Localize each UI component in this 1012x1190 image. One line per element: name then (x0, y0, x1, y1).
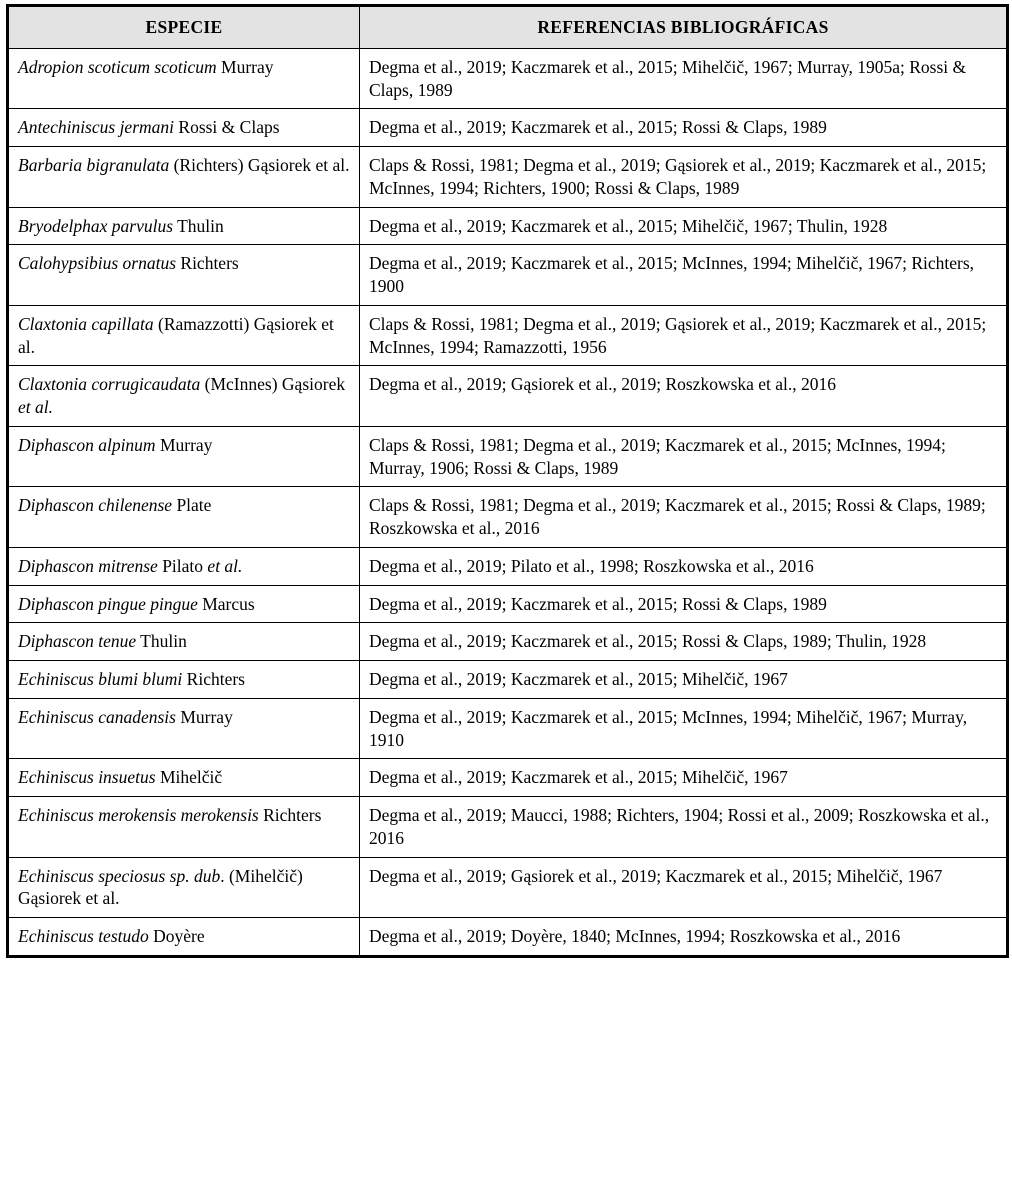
species-authority: Thulin (177, 215, 224, 236)
species-name: Diphascon tenue (18, 631, 137, 652)
references-cell: Degma et al., 2019; Kaczmarek et al., 2015; Mihelčič, 1967 (360, 661, 1008, 699)
references-cell: Degma et al., 2019; Doyère, 1840; McInnes, 1994; Roszkowska et al., 2016 (360, 918, 1008, 957)
references-cell: Degma et al., 2019; Gąsiorek et al., 2019; Roszkowska et al., 2016 (360, 366, 1008, 427)
references-cell: Degma et al., 2019; Kaczmarek et al., 2015; Mihelčič, 1967 (360, 759, 1008, 797)
species-authority: Plate (176, 495, 212, 516)
references-cell: Degma et al., 2019; Kaczmarek et al., 2015; Mihelčič, 1967; Murray, 1905a; Rossi & Claps, 1989 (360, 48, 1008, 109)
species-authority: (Richters) Gąsiorek et al. (173, 155, 350, 175)
species-cell (8, 426, 360, 487)
species-authority: Richters (180, 253, 239, 274)
species-name: Diphascon pingue pingue (18, 593, 198, 614)
species-authority: (Ramazzotti) Gąsiorek et al. (18, 313, 334, 357)
table-header-row (8, 6, 1008, 49)
table-row (8, 245, 1008, 306)
references-cell: Claps & Rossi, 1981; Degma et al., 2019; Gąsiorek et al., 2019; Kaczmarek et al., 2015; McInnes, 1994; Ramazzotti, 1956 (360, 305, 1008, 366)
table-row (8, 109, 1008, 147)
species-cell (8, 48, 360, 109)
species-name: Diphascon chilenense (18, 495, 173, 516)
species-references-table (6, 4, 1009, 958)
table-row (8, 48, 1008, 109)
species-authority: Murray (180, 706, 233, 727)
table-row (8, 698, 1008, 759)
species-authority-italic: et al. (207, 555, 243, 576)
species-name: Bryodelphax parvulus (18, 215, 174, 236)
table-body (8, 48, 1008, 956)
species-cell (8, 797, 360, 858)
species-cell (8, 585, 360, 623)
references-cell: Degma et al., 2019; Kaczmarek et al., 2015; Rossi & Claps, 1989 (360, 585, 1008, 623)
table-row (8, 918, 1008, 957)
species-authority: Pilato (162, 555, 204, 576)
species-cell (8, 759, 360, 797)
table-row (8, 661, 1008, 699)
table-row (8, 623, 1008, 661)
references-cell: Degma et al., 2019; Gąsiorek et al., 2019; Kaczmarek et al., 2015; Mihelčič, 1967 (360, 857, 1008, 918)
column-header-species: ESPECIE (8, 6, 360, 49)
species-name: Diphascon alpinum (18, 434, 156, 455)
species-cell (8, 661, 360, 699)
species-cell (8, 305, 360, 366)
references-cell: Degma et al., 2019; Kaczmarek et al., 2015; Rossi & Claps, 1989; Thulin, 1928 (360, 623, 1008, 661)
references-cell: Degma et al., 2019; Kaczmarek et al., 2015; McInnes, 1994; Mihelčič, 1967; Murray, 1910 (360, 698, 1008, 759)
species-cell (8, 623, 360, 661)
table-row (8, 759, 1008, 797)
species-name: Echiniscus insuetus (18, 767, 156, 788)
species-cell (8, 547, 360, 585)
references-cell: Claps & Rossi, 1981; Degma et al., 2019; Kaczmarek et al., 2015; Rossi & Claps, 1989; Roszkowska et al., 2016 (360, 487, 1008, 548)
species-name: Claxtonia capillata (18, 313, 154, 334)
species-authority: (McInnes) Gąsiorek (204, 374, 346, 395)
references-cell: Degma et al., 2019; Kaczmarek et al., 2015; McInnes, 1994; Mihelčič, 1967; Richters, 1900 (360, 245, 1008, 306)
species-authority: Thulin (140, 631, 187, 652)
species-authority: Richters (263, 805, 322, 825)
species-authority: Murray (159, 434, 213, 455)
column-header-references: REFERENCIAS BIBLIOGRÁFICAS (360, 6, 1008, 49)
species-authority: Rossi & Claps (178, 117, 280, 138)
species-name: Echiniscus testudo (18, 926, 149, 946)
table-row (8, 547, 1008, 585)
species-authority: . (Mihelčič) Gąsiorek et al. (18, 865, 303, 909)
references-cell: Degma et al., 2019; Kaczmarek et al., 2015; Rossi & Claps, 1989 (360, 109, 1008, 147)
table-row (8, 366, 1008, 427)
table-row (8, 147, 1008, 208)
species-authority: Murray (221, 56, 274, 77)
species-cell (8, 487, 360, 548)
species-cell (8, 147, 360, 208)
species-name: Diphascon mitrense (18, 555, 158, 576)
species-cell (8, 366, 360, 427)
references-cell: Claps & Rossi, 1981; Degma et al., 2019; Gąsiorek et al., 2019; Kaczmarek et al., 2015; McInnes, 1994; Richters, 1900; Rossi & Claps, 1989 (360, 147, 1008, 208)
species-cell (8, 245, 360, 306)
species-cell (8, 698, 360, 759)
species-name: Echiniscus merokensis merokensis (18, 805, 259, 825)
species-authority-italic: et al. (18, 397, 53, 417)
table-row (8, 426, 1008, 487)
species-name: Echiniscus speciosus sp. dub (18, 865, 221, 886)
species-name: Adropion scoticum scoticum (18, 56, 217, 77)
table-row (8, 207, 1008, 245)
species-name: Echiniscus canadensis (18, 706, 176, 727)
species-cell (8, 207, 360, 245)
species-cell (8, 109, 360, 147)
species-name: Echiniscus blumi blumi (18, 669, 183, 689)
table-row (8, 305, 1008, 366)
species-name: Calohypsibius ornatus (18, 253, 177, 274)
species-name: Antechiniscus jermani (18, 117, 175, 138)
table-row (8, 797, 1008, 858)
references-cell: Claps & Rossi, 1981; Degma et al., 2019; Kaczmarek et al., 2015; McInnes, 1994; Murray, 1906; Rossi & Claps, 1989 (360, 426, 1008, 487)
species-authority: Doyère (153, 926, 205, 946)
table-row (8, 857, 1008, 918)
species-authority: Richters (186, 669, 245, 689)
species-name: Barbaria bigranulata (18, 155, 170, 175)
species-cell (8, 857, 360, 918)
species-name: Claxtonia corrugicaudata (18, 374, 201, 395)
species-authority: Mihelčič (159, 767, 223, 788)
table-header (8, 6, 1008, 49)
references-cell: Degma et al., 2019; Pilato et al., 1998; Roszkowska et al., 2016 (360, 547, 1008, 585)
table-row (8, 585, 1008, 623)
table-row (8, 487, 1008, 548)
references-cell: Degma et al., 2019; Maucci, 1988; Richters, 1904; Rossi et al., 2009; Roszkowska et al., 2016 (360, 797, 1008, 858)
references-cell: Degma et al., 2019; Kaczmarek et al., 2015; Mihelčič, 1967; Thulin, 1928 (360, 207, 1008, 245)
species-cell (8, 918, 360, 957)
species-authority: Marcus (202, 593, 255, 614)
